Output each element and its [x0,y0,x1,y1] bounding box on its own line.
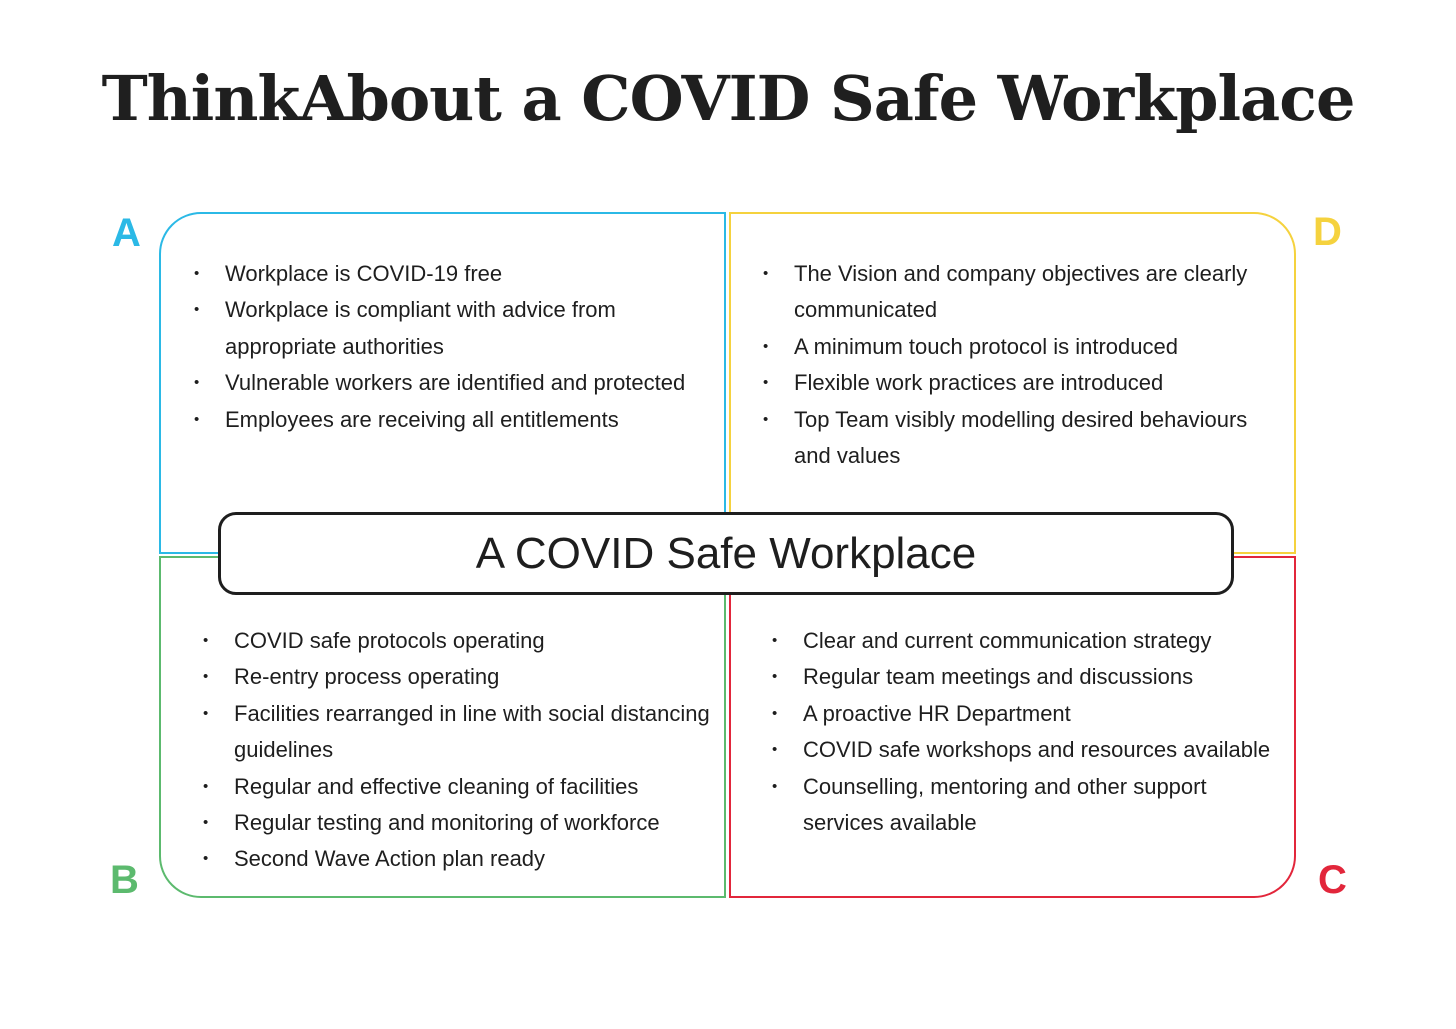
page-title: ThinkAbout a COVID Safe Workplace [101,62,1355,135]
list-item: • Regular and effective cleaning of facilities [203,769,713,805]
list-item: • The Vision and company objectives are clearly communicated [763,256,1283,329]
list-item: • Regular testing and monitoring of workforce [203,805,713,841]
quadrant-a-list [194,256,714,438]
quadrant-d-letter: D [1313,210,1342,254]
center-label: A COVID Safe Workplace [475,528,977,578]
list-item: • A minimum touch protocol is introduced [763,329,1283,365]
list-item: • Employees are receiving all entitlements [194,402,714,438]
quadrant-b-list [203,623,713,878]
quadrant-d-list [763,256,1283,474]
list-item: • Flexible work practices are introduced [763,365,1283,401]
list-item: • COVID safe protocols operating [203,623,713,659]
list-item: • Vulnerable workers are identified and protected [194,365,714,401]
list-item: • Re-entry process operating [203,659,713,695]
list-item: • Workplace is compliant with advice from appropriate authorities [194,292,714,365]
list-item: • Top Team visibly modelling desired behaviours and values [763,402,1283,475]
list-item: • Facilities rearranged in line with social distancing guidelines [203,696,713,769]
quadrant-b-letter: B [110,858,139,902]
list-item: • Clear and current communication strategy [772,623,1282,659]
list-item: • Workplace is COVID-19 free [194,256,714,292]
list-item: • Regular team meetings and discussions [772,659,1282,695]
center-label-box [218,512,1234,595]
list-item: • A proactive HR Department [772,696,1282,732]
quadrant-c-list [772,623,1282,841]
quadrant-a-letter: A [112,211,141,255]
quadrant-c-letter: C [1318,858,1347,902]
list-item: • COVID safe workshops and resources available [772,732,1282,768]
list-item: • Second Wave Action plan ready [203,841,713,877]
list-item: • Counselling, mentoring and other support services available [772,769,1282,842]
